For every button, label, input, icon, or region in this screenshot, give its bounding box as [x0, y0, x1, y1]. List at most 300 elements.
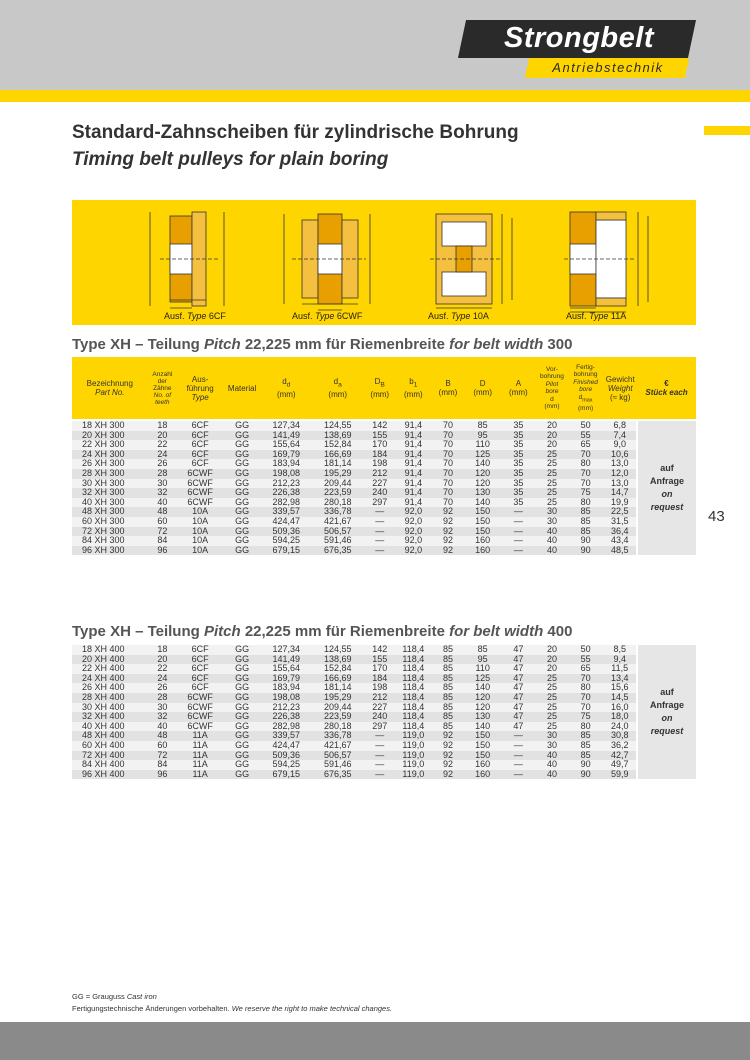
table-cell: 125 — [465, 450, 501, 460]
footer-bar — [0, 1022, 750, 1060]
table-cell: 47 — [501, 664, 537, 674]
diagram-caption-6cwf: Ausf. Type 6CWF — [292, 311, 363, 321]
table-cell: 119,0 — [396, 751, 432, 761]
table-cell: 15,6 — [603, 683, 637, 693]
table-cell: 424,47 — [261, 741, 311, 751]
table-cell: 140 — [465, 722, 501, 732]
table-cell: 297 — [364, 498, 396, 508]
table-cell: 11A — [177, 760, 223, 770]
table-cell: 30 — [536, 731, 568, 741]
header-price: € Stück each — [645, 379, 688, 397]
table-cell: 150 — [465, 741, 501, 751]
table-cell: 155 — [364, 655, 396, 665]
table-cell: 6CF — [177, 459, 223, 469]
brand-logo — [462, 20, 692, 78]
table-cell: GG — [223, 751, 261, 761]
table-cell: 28 — [148, 469, 177, 479]
table-cell: 72 XH 300 — [72, 527, 148, 537]
table-cell: 119,0 — [396, 741, 432, 751]
table-cell: 160 — [465, 770, 501, 780]
table-cell: 35 — [501, 459, 537, 469]
price-note-line: on — [661, 489, 673, 500]
table-cell: 91,4 — [396, 488, 432, 498]
table-cell: 198,08 — [261, 469, 311, 479]
table-cell: GG — [223, 421, 261, 431]
table-cell: 7,4 — [603, 431, 637, 441]
table-cell: 679,15 — [261, 770, 311, 780]
table-cell: 280,18 — [311, 498, 364, 508]
table-cell: 85 — [431, 722, 465, 732]
table-cell: 120 — [465, 703, 501, 713]
price-note-line: request — [650, 726, 684, 737]
table-cell: 594,25 — [261, 536, 311, 546]
table-cell: GG — [223, 645, 261, 655]
table-cell: 96 XH 300 — [72, 546, 148, 556]
table-cell: 6CF — [177, 421, 223, 431]
table-cell: 226,38 — [261, 488, 311, 498]
table-cell: 6CF — [177, 655, 223, 665]
table-cell: 184 — [364, 450, 396, 460]
table-cell: 160 — [465, 760, 501, 770]
table-cell: 119,0 — [396, 760, 432, 770]
header-d: D (mm) — [473, 379, 492, 397]
table-cell: 10A — [177, 527, 223, 537]
table-cell: 227 — [364, 479, 396, 489]
header-pilot-bore: Vor- bohrung Pilot bore d (mm) — [540, 365, 564, 410]
table-cell: — — [501, 731, 537, 741]
table-cell: 92,0 — [396, 546, 432, 556]
table-cell: 92 — [431, 517, 465, 527]
table-cell: 13,4 — [603, 674, 637, 684]
table-cell: 140 — [465, 683, 501, 693]
table-cell: GG — [223, 431, 261, 441]
table-cell: 212 — [364, 469, 396, 479]
table-cell: 424,47 — [261, 517, 311, 527]
table-cell: 30 XH 300 — [72, 479, 148, 489]
table-cell: 181,14 — [311, 459, 364, 469]
table-row — [72, 770, 696, 780]
header-weight: Gewicht Weight (≈ kg) — [605, 374, 635, 402]
table-header — [72, 357, 696, 419]
table-cell: — — [364, 536, 396, 546]
table-cell: 32 — [148, 712, 177, 722]
table-cell: 13,0 — [603, 479, 637, 489]
table-cell: 181,14 — [311, 683, 364, 693]
header-teeth: Anzahl der Zähne No. of teeth — [152, 370, 173, 406]
table-cell: 150 — [465, 751, 501, 761]
table-cell: GG — [223, 741, 261, 751]
table-cell: 124,55 — [311, 421, 364, 431]
table-cell: 36,2 — [603, 741, 637, 751]
table-cell: 8,5 — [603, 645, 637, 655]
table-cell: 40 — [148, 722, 177, 732]
table-cell: 80 — [568, 459, 604, 469]
table-cell: 223,59 — [311, 712, 364, 722]
table-cell: 60 — [148, 741, 177, 751]
table-cell: 120 — [465, 479, 501, 489]
table-body-300 — [72, 421, 696, 555]
table-cell: GG — [223, 459, 261, 469]
table-cell: — — [501, 536, 537, 546]
pulley-drawing-6cwf — [270, 204, 380, 314]
table-cell: 591,46 — [311, 760, 364, 770]
table-cell: 119,0 — [396, 731, 432, 741]
table-cell: 421,67 — [311, 517, 364, 527]
table-cell: 85 — [431, 712, 465, 722]
table-cell: 85 — [568, 751, 604, 761]
table-cell: 212,23 — [261, 703, 311, 713]
table-cell: 591,46 — [311, 536, 364, 546]
table-cell: 282,98 — [261, 498, 311, 508]
table-cell: GG — [223, 498, 261, 508]
table-cell: 183,94 — [261, 459, 311, 469]
diagram-caption-11a: Ausf. Type 11A — [566, 311, 627, 321]
table-cell: 6CWF — [177, 712, 223, 722]
table-cell: 84 XH 300 — [72, 536, 148, 546]
table-cell: GG — [223, 674, 261, 684]
table-cell: 55 — [568, 431, 604, 441]
table-cell: 85 — [465, 645, 501, 655]
table-cell: 35 — [501, 450, 537, 460]
table-cell: 26 — [148, 683, 177, 693]
table-cell: 297 — [364, 722, 396, 732]
table-cell: 48 — [148, 731, 177, 741]
table-cell: 127,34 — [261, 645, 311, 655]
table-cell: GG — [223, 527, 261, 537]
table-cell: 138,69 — [311, 655, 364, 665]
table-cell: 85 — [431, 645, 465, 655]
table-cell: 119,0 — [396, 770, 432, 780]
table-cell: 155 — [364, 431, 396, 441]
table-cell: — — [364, 751, 396, 761]
table-cell: 118,4 — [396, 712, 432, 722]
table-cell: 42,7 — [603, 751, 637, 761]
table-cell: — — [501, 770, 537, 780]
table-cell: 72 — [148, 751, 177, 761]
table-cell: 96 — [148, 770, 177, 780]
table-cell: 96 — [148, 546, 177, 556]
table-cell: 70 — [568, 703, 604, 713]
pulley-drawing-6cf — [130, 204, 240, 314]
table-cell: 118,4 — [396, 722, 432, 732]
table-cell: 85 — [431, 664, 465, 674]
table-cell: 6CWF — [177, 479, 223, 489]
table-cell: 25 — [536, 469, 568, 479]
table-cell: 90 — [568, 546, 604, 556]
table-cell: 198 — [364, 459, 396, 469]
table-cell: 6CF — [177, 450, 223, 460]
table-cell: 48 XH 300 — [72, 507, 148, 517]
table-cell: 6,8 — [603, 421, 637, 431]
table-cell: 11A — [177, 751, 223, 761]
table-cell: 20 — [536, 440, 568, 450]
table-cell: 22 XH 300 — [72, 440, 148, 450]
table-cell: 140 — [465, 498, 501, 508]
table-cell: 32 — [148, 488, 177, 498]
table-cell: 240 — [364, 712, 396, 722]
table-cell: 14,5 — [603, 693, 637, 703]
table-cell: 209,44 — [311, 479, 364, 489]
table-cell: 506,57 — [311, 751, 364, 761]
table-cell: 506,57 — [311, 527, 364, 537]
table-body-400 — [72, 645, 696, 779]
table-cell: 70 — [568, 693, 604, 703]
table-cell: 85 — [431, 683, 465, 693]
table-cell: 110 — [465, 440, 501, 450]
table-cell: 47 — [501, 655, 537, 665]
table-cell: 70 — [568, 674, 604, 684]
table-cell: 40 — [148, 498, 177, 508]
price-note-line: auf — [660, 463, 674, 474]
table-cell: 195,29 — [311, 469, 364, 479]
table-cell: 6CF — [177, 683, 223, 693]
table-cell: 70 — [431, 469, 465, 479]
table-cell: 35 — [501, 479, 537, 489]
table-cell: — — [501, 507, 537, 517]
table-cell: 118,4 — [396, 693, 432, 703]
table-cell: 421,67 — [311, 741, 364, 751]
table-cell: 152,84 — [311, 440, 364, 450]
table-row — [72, 546, 696, 556]
table-cell: 70 — [431, 450, 465, 460]
table-cell: GG — [223, 731, 261, 741]
table-cell: — — [364, 731, 396, 741]
logo-name: Strongbelt — [504, 22, 654, 54]
table-cell: 84 XH 400 — [72, 760, 148, 770]
section-title-300: Type XH – Teilung Pitch 22,225 mm für Riemenbreite for belt width 300 — [72, 336, 573, 353]
table-cell: 6CWF — [177, 693, 223, 703]
header-db: $D_B$ (mm) — [370, 377, 390, 399]
table-cell: 25 — [536, 703, 568, 713]
table-cell: GG — [223, 469, 261, 479]
side-tab-marker — [704, 126, 750, 135]
table-cell: 30 — [536, 741, 568, 751]
table-cell: 95 — [465, 655, 501, 665]
table-cell: 20 — [536, 664, 568, 674]
table-cell: 118,4 — [396, 674, 432, 684]
table-cell: 31,5 — [603, 517, 637, 527]
table-cell: 9,0 — [603, 440, 637, 450]
table-cell: 150 — [465, 731, 501, 741]
table-cell: 10A — [177, 517, 223, 527]
table-cell: 40 XH 300 — [72, 498, 148, 508]
table-cell: GG — [223, 488, 261, 498]
table-cell: 92 — [431, 507, 465, 517]
table-cell: 35 — [501, 440, 537, 450]
table-cell: — — [501, 527, 537, 537]
table-cell: 70 — [568, 469, 604, 479]
table-cell: 84 — [148, 536, 177, 546]
diagram-caption-10a: Ausf. Type 10A — [428, 311, 489, 321]
table-cell: 47 — [501, 693, 537, 703]
price-note-line: Anfrage — [650, 476, 685, 487]
table-cell: 509,36 — [261, 527, 311, 537]
table-cell: 24 XH 400 — [72, 674, 148, 684]
table-cell: 70 — [431, 459, 465, 469]
diagram-band — [72, 200, 696, 325]
table-cell: 25 — [536, 722, 568, 732]
price-on-request — [637, 645, 696, 779]
table-cell: — — [501, 751, 537, 761]
price-note-line: auf — [660, 687, 674, 698]
pulley-drawing-10a — [422, 204, 532, 314]
table-cell: 95 — [465, 431, 501, 441]
table-cell: 85 — [568, 517, 604, 527]
table-cell: 70 — [431, 431, 465, 441]
table-cell: 20 — [536, 655, 568, 665]
table-cell: 24,0 — [603, 722, 637, 732]
table-cell: 150 — [465, 527, 501, 537]
table-cell: 6CF — [177, 431, 223, 441]
table-cell: 40 — [536, 770, 568, 780]
table-cell: 92,0 — [396, 536, 432, 546]
table-cell: 91,4 — [396, 440, 432, 450]
table-cell: 50 — [568, 645, 604, 655]
table-cell: 169,79 — [261, 450, 311, 460]
table-cell: 155,64 — [261, 664, 311, 674]
table-cell: 60 XH 400 — [72, 741, 148, 751]
table-cell: 85 — [431, 693, 465, 703]
table-cell: 26 XH 400 — [72, 683, 148, 693]
table-cell: 30 — [148, 703, 177, 713]
table-cell: 6CF — [177, 440, 223, 450]
table-cell: 166,69 — [311, 450, 364, 460]
table-cell: 85 — [431, 655, 465, 665]
table-cell: — — [364, 527, 396, 537]
table-cell: 25 — [536, 683, 568, 693]
table-cell: 125 — [465, 674, 501, 684]
header-type: Aus- führung Type — [186, 374, 214, 402]
table-cell: — — [501, 517, 537, 527]
table-cell: 6CF — [177, 664, 223, 674]
table-cell: 130 — [465, 712, 501, 722]
table-cell: 85 — [431, 674, 465, 684]
table-cell: 90 — [568, 770, 604, 780]
table-cell: 9,4 — [603, 655, 637, 665]
table-cell: 22 — [148, 440, 177, 450]
table-cell: 160 — [465, 546, 501, 556]
table-cell: 35 — [501, 431, 537, 441]
table-cell: 118,4 — [396, 664, 432, 674]
table-cell: 20 — [536, 645, 568, 655]
table-cell: GG — [223, 722, 261, 732]
table-cell: 226,38 — [261, 712, 311, 722]
table-cell: 166,69 — [311, 674, 364, 684]
table-cell: 85 — [465, 421, 501, 431]
footer-material-note: GG = Grauguss Cast iron — [72, 992, 157, 1001]
page-title-en: Timing belt pulleys for plain boring — [72, 149, 389, 170]
table-cell: 155,64 — [261, 440, 311, 450]
table-cell: 92 — [431, 770, 465, 780]
table-cell: 75 — [568, 712, 604, 722]
pulley-table-400 — [72, 645, 696, 779]
table-cell: 40 — [536, 760, 568, 770]
price-on-request — [637, 421, 696, 555]
table-cell: 120 — [465, 693, 501, 703]
table-cell: 92 — [431, 751, 465, 761]
table-cell: — — [364, 741, 396, 751]
table-cell: 91,4 — [396, 469, 432, 479]
section-title-400: Type XH – Teilung Pitch 22,225 mm für Riemenbreite for belt width 400 — [72, 623, 573, 640]
table-cell: 43,4 — [603, 536, 637, 546]
table-cell: 10,6 — [603, 450, 637, 460]
table-cell: 80 — [568, 722, 604, 732]
table-cell: 198 — [364, 683, 396, 693]
header-stripe — [0, 90, 750, 102]
table-cell: 48 XH 400 — [72, 731, 148, 741]
table-cell: 20 — [148, 431, 177, 441]
table-cell: 91,4 — [396, 498, 432, 508]
table-cell: 90 — [568, 536, 604, 546]
table-cell: 10A — [177, 536, 223, 546]
table-cell: 19,9 — [603, 498, 637, 508]
table-cell: 92 — [431, 546, 465, 556]
table-cell: 28 XH 300 — [72, 469, 148, 479]
table-cell: 6CWF — [177, 498, 223, 508]
table-cell: 169,79 — [261, 674, 311, 684]
table-cell: 32 XH 400 — [72, 712, 148, 722]
table-cell: 150 — [465, 507, 501, 517]
table-cell: 65 — [568, 664, 604, 674]
table-cell: 26 XH 300 — [72, 459, 148, 469]
table-cell: 90 — [568, 760, 604, 770]
table-cell: 70 — [568, 450, 604, 460]
table-cell: 30,8 — [603, 731, 637, 741]
table-cell: 130 — [465, 488, 501, 498]
table-cell: 280,18 — [311, 722, 364, 732]
table-cell: 150 — [465, 517, 501, 527]
table-cell: — — [501, 760, 537, 770]
table-cell: 70 — [431, 488, 465, 498]
table-cell: 118,4 — [396, 645, 432, 655]
table-cell: 18 — [148, 645, 177, 655]
table-cell: 96 XH 400 — [72, 770, 148, 780]
table-cell: 18 XH 400 — [72, 645, 148, 655]
table-cell: 140 — [465, 459, 501, 469]
table-cell: — — [501, 546, 537, 556]
header-finished-bore: Fertig- bohrung Finished bore $d_{max}$ (mm) — [573, 363, 598, 412]
table-cell: 14,7 — [603, 488, 637, 498]
table-cell: 676,35 — [311, 546, 364, 556]
table-cell: 92 — [431, 536, 465, 546]
table-cell: 48 — [148, 507, 177, 517]
pulley-drawing-11a — [556, 204, 666, 314]
table-cell: 85 — [431, 703, 465, 713]
table-cell: 223,59 — [311, 488, 364, 498]
table-cell: 91,4 — [396, 421, 432, 431]
table-cell: 47 — [501, 683, 537, 693]
header-a: A (mm) — [509, 379, 528, 397]
header-dd: $d_d$ (mm) — [276, 377, 296, 399]
page-title-de: Standard-Zahnscheiben für zylindrische Bohrung — [72, 122, 519, 143]
table-cell: 92,0 — [396, 527, 432, 537]
table-cell: 6CWF — [177, 469, 223, 479]
table-cell: 35 — [501, 421, 537, 431]
table-cell: 55 — [568, 655, 604, 665]
table-cell: — — [364, 760, 396, 770]
price-note-line: on — [661, 713, 673, 724]
table-cell: 6CWF — [177, 722, 223, 732]
table-cell: 40 XH 400 — [72, 722, 148, 732]
table-cell: 209,44 — [311, 703, 364, 713]
table-cell: 84 — [148, 760, 177, 770]
table-cell: 336,78 — [311, 731, 364, 741]
table-cell: 11,5 — [603, 664, 637, 674]
table-cell: 47 — [501, 703, 537, 713]
price-note-line: request — [650, 502, 684, 513]
table-cell: 120 — [465, 469, 501, 479]
table-cell: GG — [223, 683, 261, 693]
